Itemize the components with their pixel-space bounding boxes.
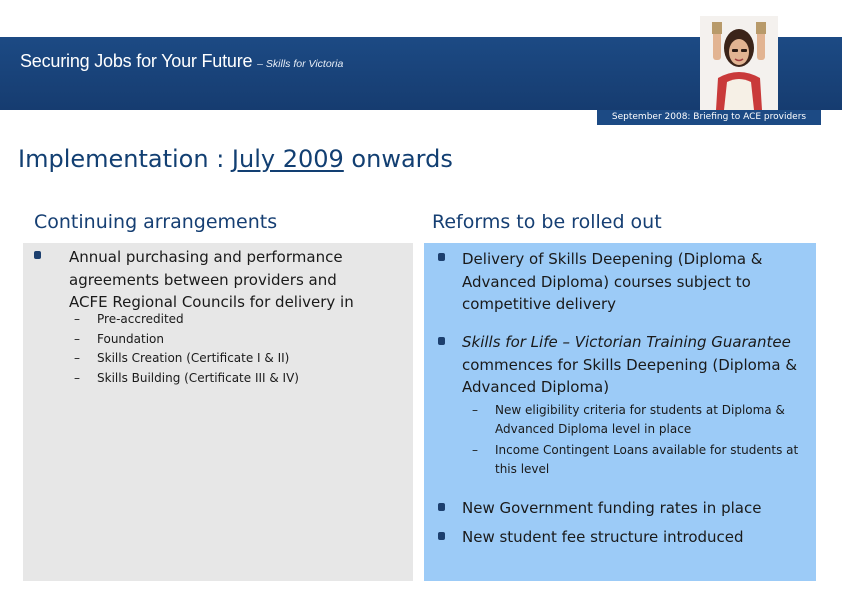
bullet-icon <box>438 337 445 345</box>
bullet-icon <box>438 253 445 261</box>
right-column-heading: Reforms to be rolled out <box>432 211 662 233</box>
dash-icon: – <box>74 351 80 365</box>
page-title-date: July 2009 <box>231 145 344 173</box>
left-sub-item: Foundation <box>97 331 164 346</box>
dash-icon: – <box>472 403 478 417</box>
page-title <box>18 145 453 173</box>
dash-icon: – <box>74 331 80 346</box>
left-bullet-text: Annual purchasing and performance agreements between providers and ACFE Regional Councils for delivery in <box>69 248 354 311</box>
dateline-badge: September 2008: Briefing to ACE providers <box>597 110 821 125</box>
right-bullet-4: New student fee structure introduced <box>462 528 744 546</box>
left-sub-item: Skills Creation (Certificate I & II) <box>97 351 290 365</box>
left-sub-item: Skills Building (Certificate III & IV) <box>97 370 299 385</box>
right-bullet-1: Delivery of Skills Deepening (Diploma & Advanced Diploma) courses subject to competitive delivery <box>462 250 763 313</box>
banner-title <box>20 51 343 72</box>
page-title-suffix: onwards <box>343 145 453 173</box>
dash-icon: – <box>74 312 80 326</box>
right-bullet-3: New Government funding rates in place <box>462 499 762 517</box>
bullet-icon <box>438 532 445 540</box>
bullet-icon <box>34 251 41 259</box>
banner-subtitle: – Skills for Victoria <box>257 58 344 70</box>
right-panel <box>424 243 816 581</box>
student-photo <box>700 16 778 110</box>
bullet-icon <box>438 503 445 511</box>
left-panel <box>23 243 413 581</box>
student-photo-image <box>700 16 778 110</box>
right-bullet-2 <box>462 331 807 399</box>
left-column-heading: Continuing arrangements <box>34 211 278 233</box>
dash-icon: – <box>472 443 478 457</box>
right-bullet-2-rest: commences for Skills Deepening (Diploma & Advanced Diploma) <box>462 355 798 396</box>
dash-icon: – <box>74 370 80 385</box>
left-sub-item: Pre-accredited <box>97 312 184 326</box>
banner-title-main: Securing Jobs for Your Future <box>20 51 253 71</box>
right-bullet-2-italic: Skills for Life – Victorian Training Guarantee <box>462 333 791 351</box>
right-sub-item: New eligibility criteria for students at Diploma & Advanced Diploma level in place <box>495 403 785 436</box>
page-title-prefix: Implementation : <box>18 145 232 173</box>
right-sub-item: Income Contingent Loans available for students at this level <box>495 443 799 476</box>
